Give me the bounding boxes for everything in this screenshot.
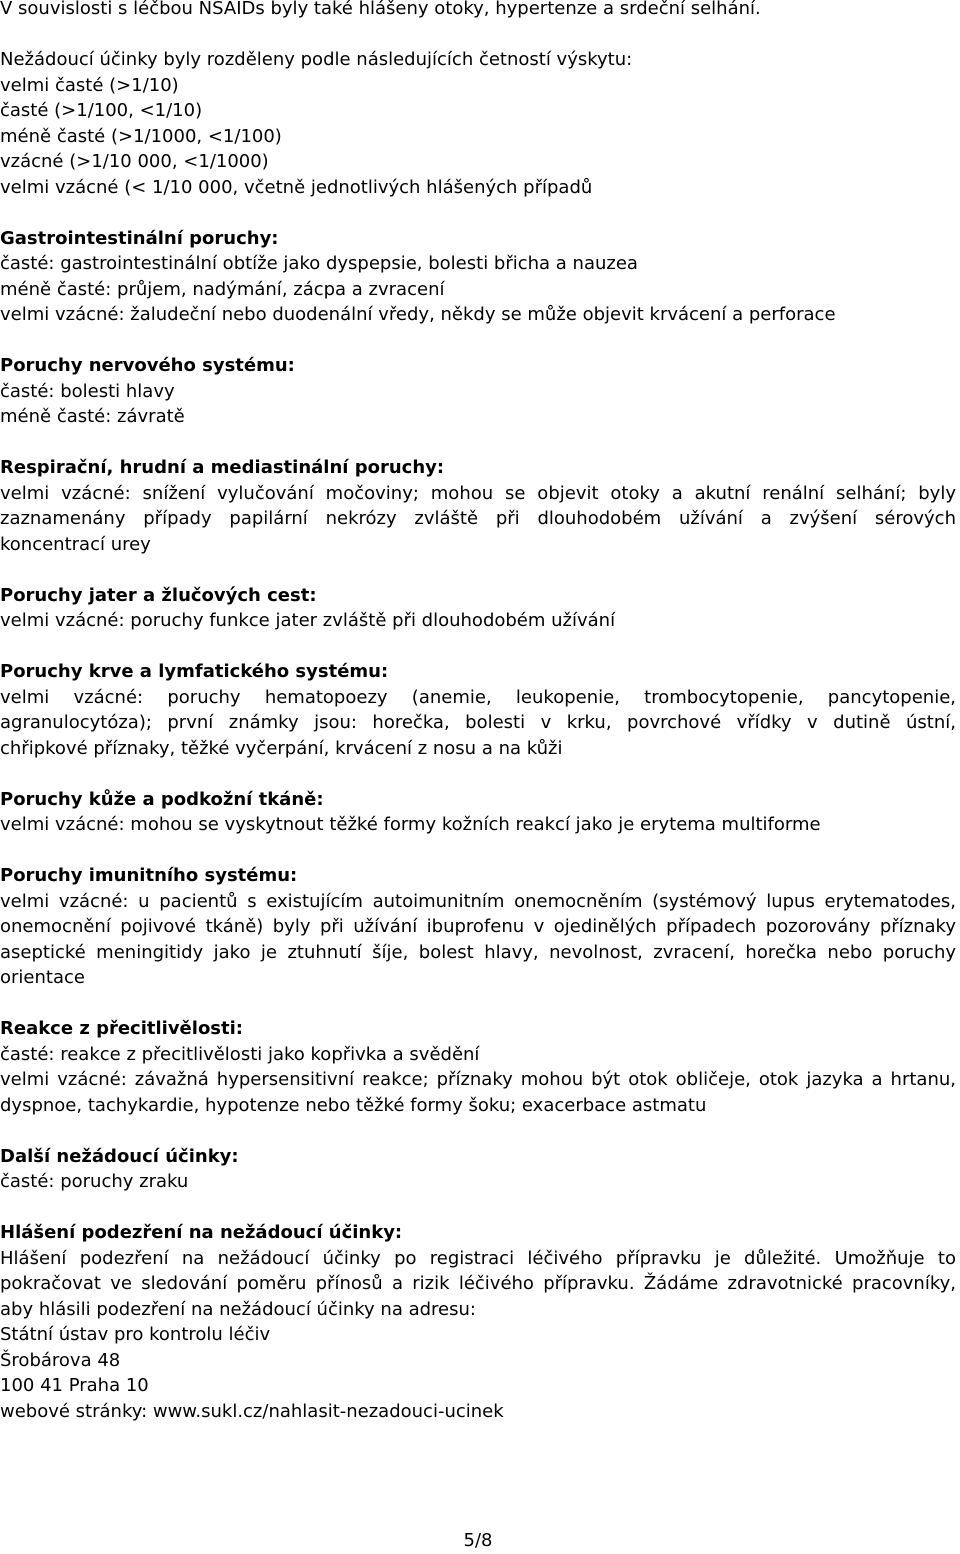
section-line: méně časté: závratě	[0, 406, 185, 427]
section-line: agranulocytóza); první známky jsou: horečka, bolesti v krku, povrchové vřídky v dutině ústní,	[0, 712, 956, 733]
section-line: časté: gastrointestinální obtíže jako dyspepsie, bolesti břicha a nauzea	[0, 253, 638, 274]
section-line: velmi vzácné: poruchy funkce jater zvláště při dlouhodobém užívání	[0, 610, 616, 631]
section-heading: Hlášení podezření na nežádoucí účinky:	[0, 1222, 403, 1243]
section-line: onemocnění pojivové tkáně) byly při užívání ibuprofenu v ojedinělých případech pozorovány příznaky	[0, 916, 956, 937]
section-heading: Gastrointestinální poruchy:	[0, 227, 279, 249]
page-number: 5/8	[463, 1530, 493, 1551]
frequency-item: časté (>1/100, <1/10)	[0, 100, 203, 121]
section-paragraph	[0, 685, 956, 762]
address-website: webové stránky: www.sukl.cz/nahlasit-nezadouci-ucinek	[0, 1400, 504, 1422]
section-paragraph	[0, 889, 956, 991]
section-line: pokračovat ve sledování poměru přínosů a rizik léčivého přípravku. Žádáme zdravotnické pracovníky,	[0, 1273, 956, 1294]
section-heading: Poruchy nervového systému:	[0, 355, 295, 376]
address-institution: Státní ústav pro kontrolu léčiv	[0, 1324, 271, 1345]
section-line: velmi vzácné: mohou se vyskytnout těžké formy kožních reakcí jako je erytema multiforme	[0, 814, 821, 835]
section-heading: Poruchy kůže a podkožní tkáně:	[0, 788, 324, 810]
section-line: dyspnoe, tachykardie, hypotenze nebo těžké formy šoku; exacerbace astmatu	[0, 1094, 707, 1116]
section-paragraph	[0, 481, 956, 558]
frequency-item: vzácné (>1/10 000, <1/1000)	[0, 151, 269, 172]
address-street: Šrobárova 48	[0, 1349, 121, 1371]
section-heading: Poruchy imunitního systému:	[0, 865, 298, 886]
section-line: velmi vzácné: snížení vylučování močoviny; mohou se objevit otoky a akutní renální selhání; byly	[0, 482, 956, 504]
section-line: velmi vzácné: u pacientů s existujícím autoimunitním onemocněním (systémový lupus erytematodes,	[0, 890, 956, 912]
frequency-item: méně časté (>1/1000, <1/100)	[0, 125, 282, 147]
section-line: velmi vzácné: poruchy hematopoezy (anemie, leukopenie, trombocytopenie, pancytopenie,	[0, 686, 956, 708]
section-line: zaznamenány případy papilární nekrózy zvláště při dlouhodobém užívání a zvýšení sérových	[0, 508, 956, 529]
section-line: velmi vzácné: závažná hypersensitivní reakce; příznaky mohou být otok obličeje, otok jazyka a hrtanu,	[0, 1069, 956, 1090]
section-line: Hlášení podezření na nežádoucí účinky po registraci léčivého přípravku je důležité. Umožňuje to	[0, 1247, 956, 1269]
section-heading: Další nežádoucí účinky:	[0, 1145, 239, 1167]
section-line: aseptické meningitidy jako je ztuhnutí šíje, bolest hlavy, nevolnost, zvracení, horečka nebo poruchy	[0, 941, 956, 963]
section-line: chřipkové příznaky, těžké vyčerpání, krvácení z nosu a na kůži	[0, 737, 563, 759]
frequency-intro: Nežádoucí účinky byly rozděleny podle následujících četností výskytu:	[0, 49, 633, 70]
section-paragraph	[0, 1067, 956, 1118]
section-paragraph	[0, 1246, 956, 1323]
section-line: aby hlásili podezření na nežádoucí účinky na adresu:	[0, 1298, 476, 1320]
section-line: orientace	[0, 967, 85, 988]
section-heading: Poruchy krve a lymfatického systému:	[0, 661, 389, 682]
section-heading: Reakce z přecitlivělosti:	[0, 1018, 243, 1039]
frequency-item: velmi vzácné (< 1/10 000, včetně jednotlivých hlášených případů	[0, 176, 593, 198]
section-line: časté: bolesti hlavy	[0, 380, 175, 402]
address-city: 100 41 Praha 10	[0, 1375, 149, 1396]
section-line: časté: reakce z přecitlivělosti jako kopřivka a svědění	[0, 1043, 480, 1065]
nsaids-note: V souvislosti s léčbou NSAIDs byly také hlášeny otoky, hypertenze a srdeční selhání.	[0, 0, 761, 19]
section-line: koncentrací urey	[0, 533, 151, 555]
section-heading: Poruchy jater a žlučových cest:	[0, 584, 317, 606]
section-heading: Respirační, hrudní a mediastinální poruchy:	[0, 457, 445, 478]
section-line: časté: poruchy zraku	[0, 1171, 189, 1192]
frequency-item: velmi časté (>1/10)	[0, 74, 179, 96]
section-line: méně časté: průjem, nadýmání, zácpa a zvracení	[0, 278, 445, 300]
section-line: velmi vzácné: žaludeční nebo duodenální vředy, někdy se může objevit krvácení a perforace	[0, 304, 836, 325]
